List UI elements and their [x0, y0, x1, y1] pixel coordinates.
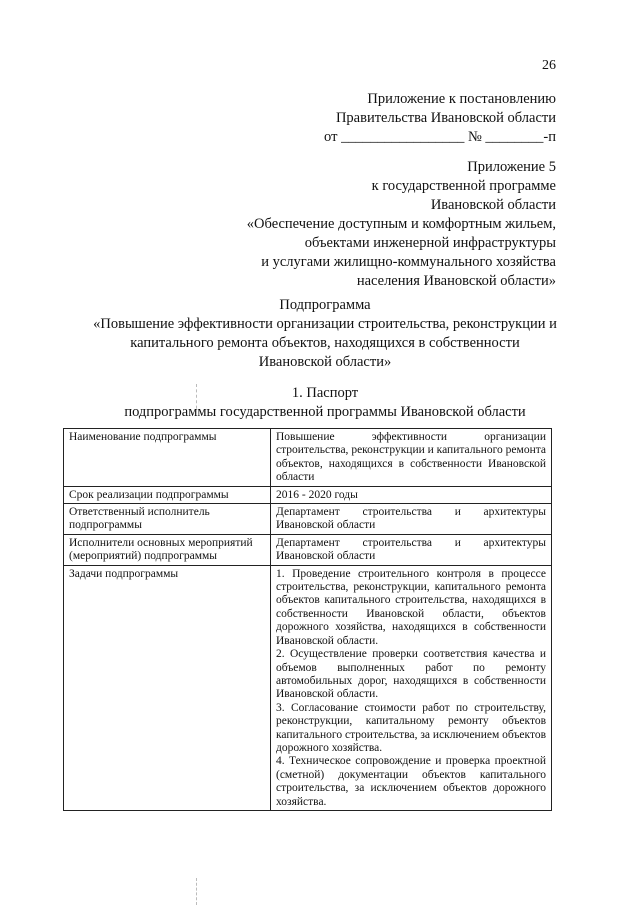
table-row [64, 504, 552, 535]
appendix-line: Правительства Ивановской области [335, 110, 556, 126]
row-label: Ответственный исполнитель подпрограммы [64, 504, 271, 535]
passport-heading-line: 1. Паспорт [291, 385, 359, 401]
task-item: 3. Согласование стоимости работ по строительству, реконструкции, капитальному ремонту объектов капитального строительства, за исключением объектов дорожного хозяйства. [276, 701, 546, 754]
scan-artifact-line [196, 878, 197, 905]
appendix-line: Ивановской области [430, 197, 556, 213]
appendix-line: Приложение 5 [467, 159, 556, 175]
subprogram-title-line: Ивановской области» [258, 354, 392, 370]
row-value: Департамент строительства и архитектуры Ивановской области [271, 534, 552, 565]
task-item: 4. Техническое сопровождение и проверка проектной (сметной) документации объектов капитального строительства, за исключением объектов дорожного хозяйства. [276, 755, 546, 808]
appendix-line: «Обеспечение доступным и комфортным жильем, [246, 216, 556, 232]
appendix-5-header [247, 158, 556, 291]
passport-table [63, 428, 552, 811]
task-item: 1. Проведение строительного контроля в процессе строительства, реконструкции, капитального ремонта объектов капитального строительства, находящихся в собственности Ивановской области, объектов дорожного хозяйства, находящихся в собственности Ивановской области. [276, 567, 546, 647]
table-row [64, 429, 552, 487]
row-label: Срок реализации подпрограммы [64, 486, 271, 503]
tasks-list [271, 565, 552, 810]
subprogram-title [60, 296, 590, 372]
row-value: Департамент строительства и архитектуры Ивановской области [271, 504, 552, 535]
page-number: 26 [542, 58, 556, 73]
table-row [64, 534, 552, 565]
subprogram-title-line: «Повышение эффективности организации строительства, реконструкции и [93, 316, 557, 332]
appendix-line: объектами инженерной инфраструктуры [304, 235, 556, 251]
scan-artifact-line [196, 384, 197, 414]
appendix-line: к государственной программе [371, 178, 556, 194]
appendix-date-number-line: от _________________ № ________-п [324, 129, 556, 145]
subprogram-title-line: Подпрограмма [279, 297, 371, 313]
appendix-line: Приложение к постановлению [367, 91, 556, 107]
row-value: Повышение эффективности организации строительства, реконструкции и капитального ремонта объектов, находящихся в собственности Ивановской области [271, 429, 552, 487]
appendix-line: и услугами жилищно-коммунального хозяйства [261, 254, 556, 270]
row-value: 2016 - 2020 годы [271, 486, 552, 503]
row-label: Наименование подпрограммы [64, 429, 271, 487]
task-item: 2. Осуществление проверки соответствия качества и объемов выполненных работ по ремонту автомобильных дорог, находящихся в собственности Ивановской области. [276, 648, 546, 701]
passport-heading-line: подпрограммы государственной программы Ивановской области [124, 404, 526, 420]
table-row [64, 565, 552, 810]
appendix-resolution-header [324, 90, 556, 147]
row-label: Исполнители основных мероприятий (мероприятий) подпрограммы [64, 534, 271, 565]
subprogram-title-line: капитального ремонта объектов, находящихся в собственности [130, 335, 520, 351]
row-label: Задачи подпрограммы [64, 565, 271, 810]
appendix-line: населения Ивановской области» [356, 273, 556, 289]
passport-heading [60, 384, 590, 422]
table-row [64, 486, 552, 503]
